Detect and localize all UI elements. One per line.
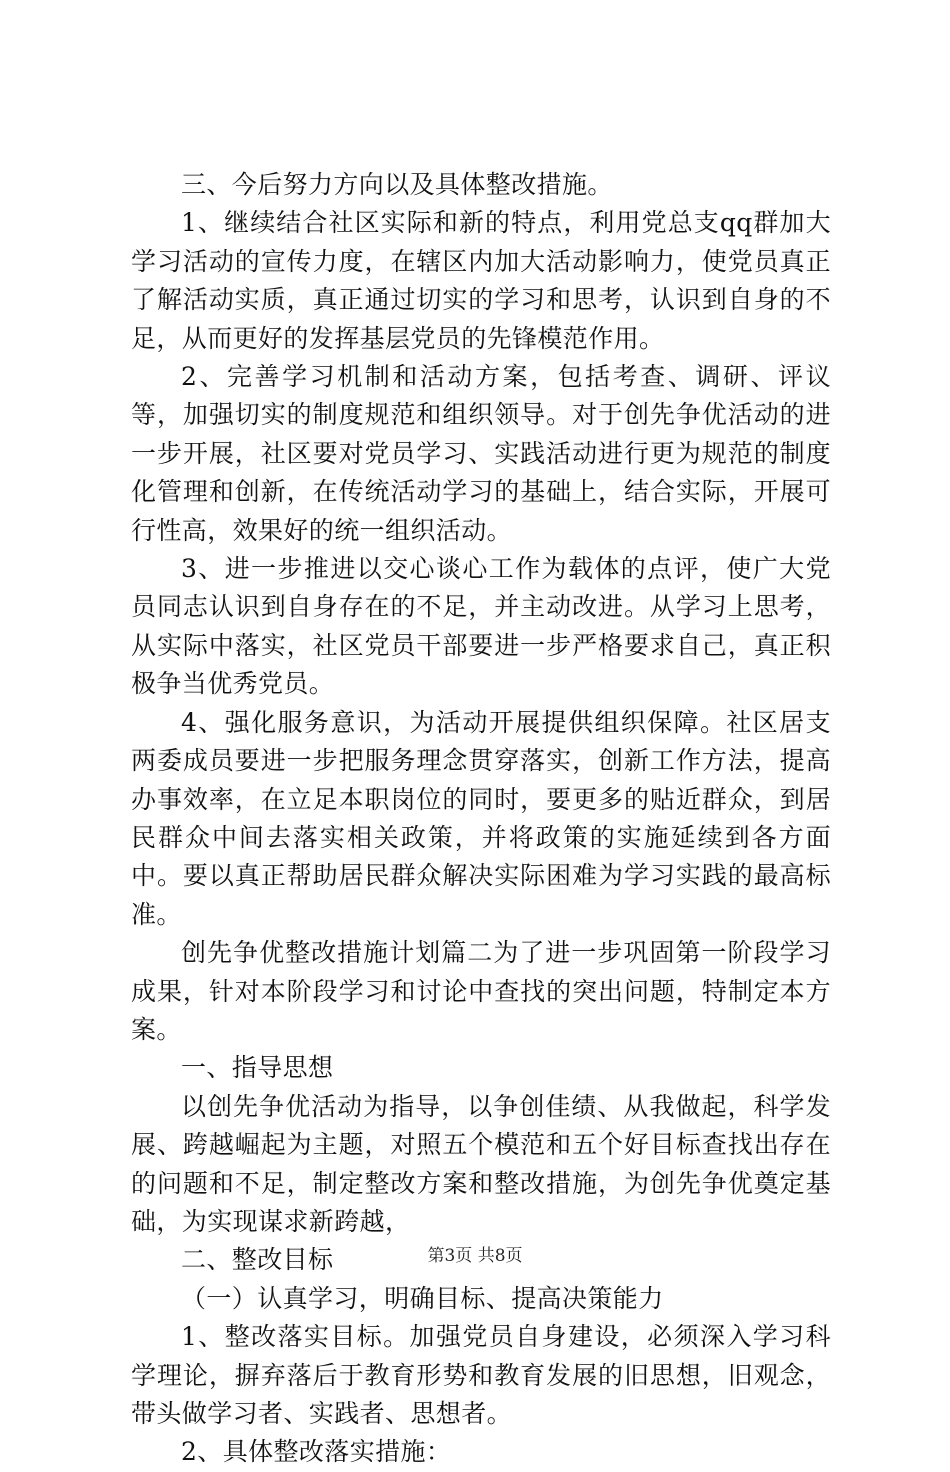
paragraph-goal-1: 1、整改落实目标。加强党员自身建设，必须深入学习科学理论，摒弃落后于教育形势和教育发展的旧思想，旧观念，带头做学习者、实践者、思想者。 bbox=[131, 1322, 831, 1428]
paragraph-goal-2: 2、具体整改落实措施： bbox=[181, 1437, 452, 1467]
paragraph-plan-two-intro: 创先争优整改措施计划篇二为了进一步巩固第一阶段学习成果，针对本阶段学习和讨论中查找的突出问题，特制定本方案。 bbox=[131, 938, 831, 1044]
section-heading-rectification-goals: 二、整改目标 bbox=[181, 1245, 334, 1275]
section-heading-future-measures: 三、今后努力方向以及具体整改措施。 bbox=[181, 170, 613, 199]
document-body bbox=[131, 166, 831, 1472]
section-heading-guiding-thought: 一、指导思想 bbox=[181, 1053, 334, 1083]
paragraph-measure-2: 2、完善学习机制和活动方案，包括考查、调研、评议等，加强切实的制度规范和组织领导。对于创先争优活动的进一步开展，社区要对党员学习、实践活动进行更为规范的制度化管理和创新，在传统活动学习的基础上，结合实际，开展可行性高，效果好的统一组织活动。 bbox=[131, 362, 831, 545]
paragraph-measure-1: 1、继续结合社区实际和新的特点，利用党总支qq群加大学习活动的宣传力度，在辖区内加大活动影响力，使党员真正了解活动实质，真正通过切实的学习和思考，认识到自身的不足，从而更好的发挥基层党员的先锋模范作用。 bbox=[131, 208, 831, 353]
paragraph-measure-3: 3、进一步推进以交心谈心工作为载体的点评，使广大党员同志认识到自身存在的不足，并主动改进。从学习上思考，从实际中落实，社区党员干部要进一步严格要求自己，真正积极争当优秀党员。 bbox=[131, 554, 831, 699]
page-footer: 第3页 共8页 bbox=[427, 1246, 523, 1266]
subsection-heading-study: （一）认真学习，明确目标、提高决策能力 bbox=[181, 1283, 664, 1313]
paragraph-measure-4: 4、强化服务意识，为活动开展提供组织保障。社区居支两委成员要进一步把服务理念贯穿落实，创新工作方法，提高办事效率，在立足本职岗位的同时，要更多的贴近群众，到居民群众中间去落实相关政策，并将政策的实施延续到各方面中。要以真正帮助居民群众解决实际困难为学习实践的最高标准。 bbox=[131, 707, 831, 929]
paragraph-guiding-thought: 以创先争优活动为指导，以争创佳绩、从我做起，科学发展、跨越崛起为主题，对照五个模范和五个好目标查找出存在的问题和不足，制定整改方案和整改措施，为创先争优奠定基础，为实现谋求新跨越， bbox=[131, 1091, 831, 1236]
